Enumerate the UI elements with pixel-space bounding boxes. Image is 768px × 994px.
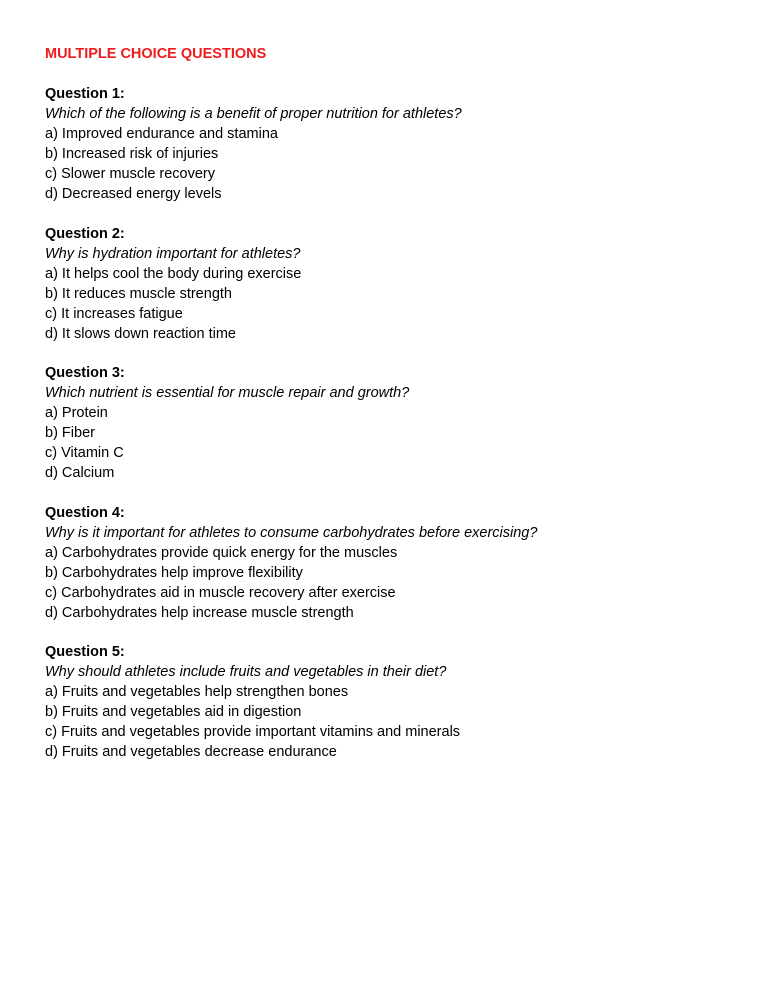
answer-option-c: c) Slower muscle recovery	[45, 166, 216, 182]
question-text: Why should athletes include fruits and vegetables in their diet?	[45, 664, 447, 680]
answer-option-b: b) Increased risk of injuries	[45, 146, 219, 162]
question-text: Why is hydration important for athletes?	[45, 245, 301, 262]
answer-option-c: c) It increases fatigue	[45, 305, 183, 322]
answer-option-a: a) Protein	[45, 405, 108, 421]
question-label: Question 2:	[45, 225, 125, 242]
page-title: MULTIPLE CHOICE QUESTIONS	[45, 46, 267, 62]
answer-option-a: a) Carbohydrates provide quick energy for the muscles	[45, 544, 398, 561]
question-label: Question 1:	[45, 86, 125, 102]
question-2	[45, 224, 745, 344]
question-5	[45, 642, 745, 762]
answer-option-c: c) Vitamin C	[45, 445, 124, 461]
answer-option-b: b) Fruits and vegetables aid in digestion	[45, 704, 302, 720]
answer-option-c: c) Fruits and vegetables provide important vitamins and minerals	[45, 724, 461, 740]
question-label: Question 3:	[45, 365, 125, 381]
question-text: Which of the following is a benefit of proper nutrition for athletes?	[45, 106, 462, 122]
answer-option-a: a) Improved endurance and stamina	[45, 126, 278, 142]
question-text: Which nutrient is essential for muscle repair and growth?	[45, 385, 410, 401]
answer-option-d: d) Decreased energy levels	[45, 186, 222, 202]
question-label: Question 5:	[45, 644, 125, 660]
answer-option-d: d) It slows down reaction time	[45, 325, 236, 342]
question-label: Question 4:	[45, 504, 125, 521]
answer-option-c: c) Carbohydrates aid in muscle recovery after exercise	[45, 584, 396, 601]
question-3	[45, 363, 745, 483]
document-page	[45, 44, 745, 782]
answer-option-d: d) Fruits and vegetables decrease endurance	[45, 744, 337, 760]
answer-option-b: b) Carbohydrates help improve flexibility	[45, 564, 303, 581]
answer-option-b: b) It reduces muscle strength	[45, 285, 232, 302]
answer-option-a: a) Fruits and vegetables help strengthen bones	[45, 684, 349, 700]
answer-option-d: d) Carbohydrates help increase muscle strength	[45, 604, 354, 621]
answer-option-d: d) Calcium	[45, 465, 115, 481]
question-4	[45, 503, 745, 623]
question-1	[45, 84, 745, 204]
question-text: Why is it important for athletes to consume carbohydrates before exercising?	[45, 524, 538, 541]
answer-option-a: a) It helps cool the body during exercise	[45, 265, 302, 282]
answer-option-b: b) Fiber	[45, 425, 95, 441]
